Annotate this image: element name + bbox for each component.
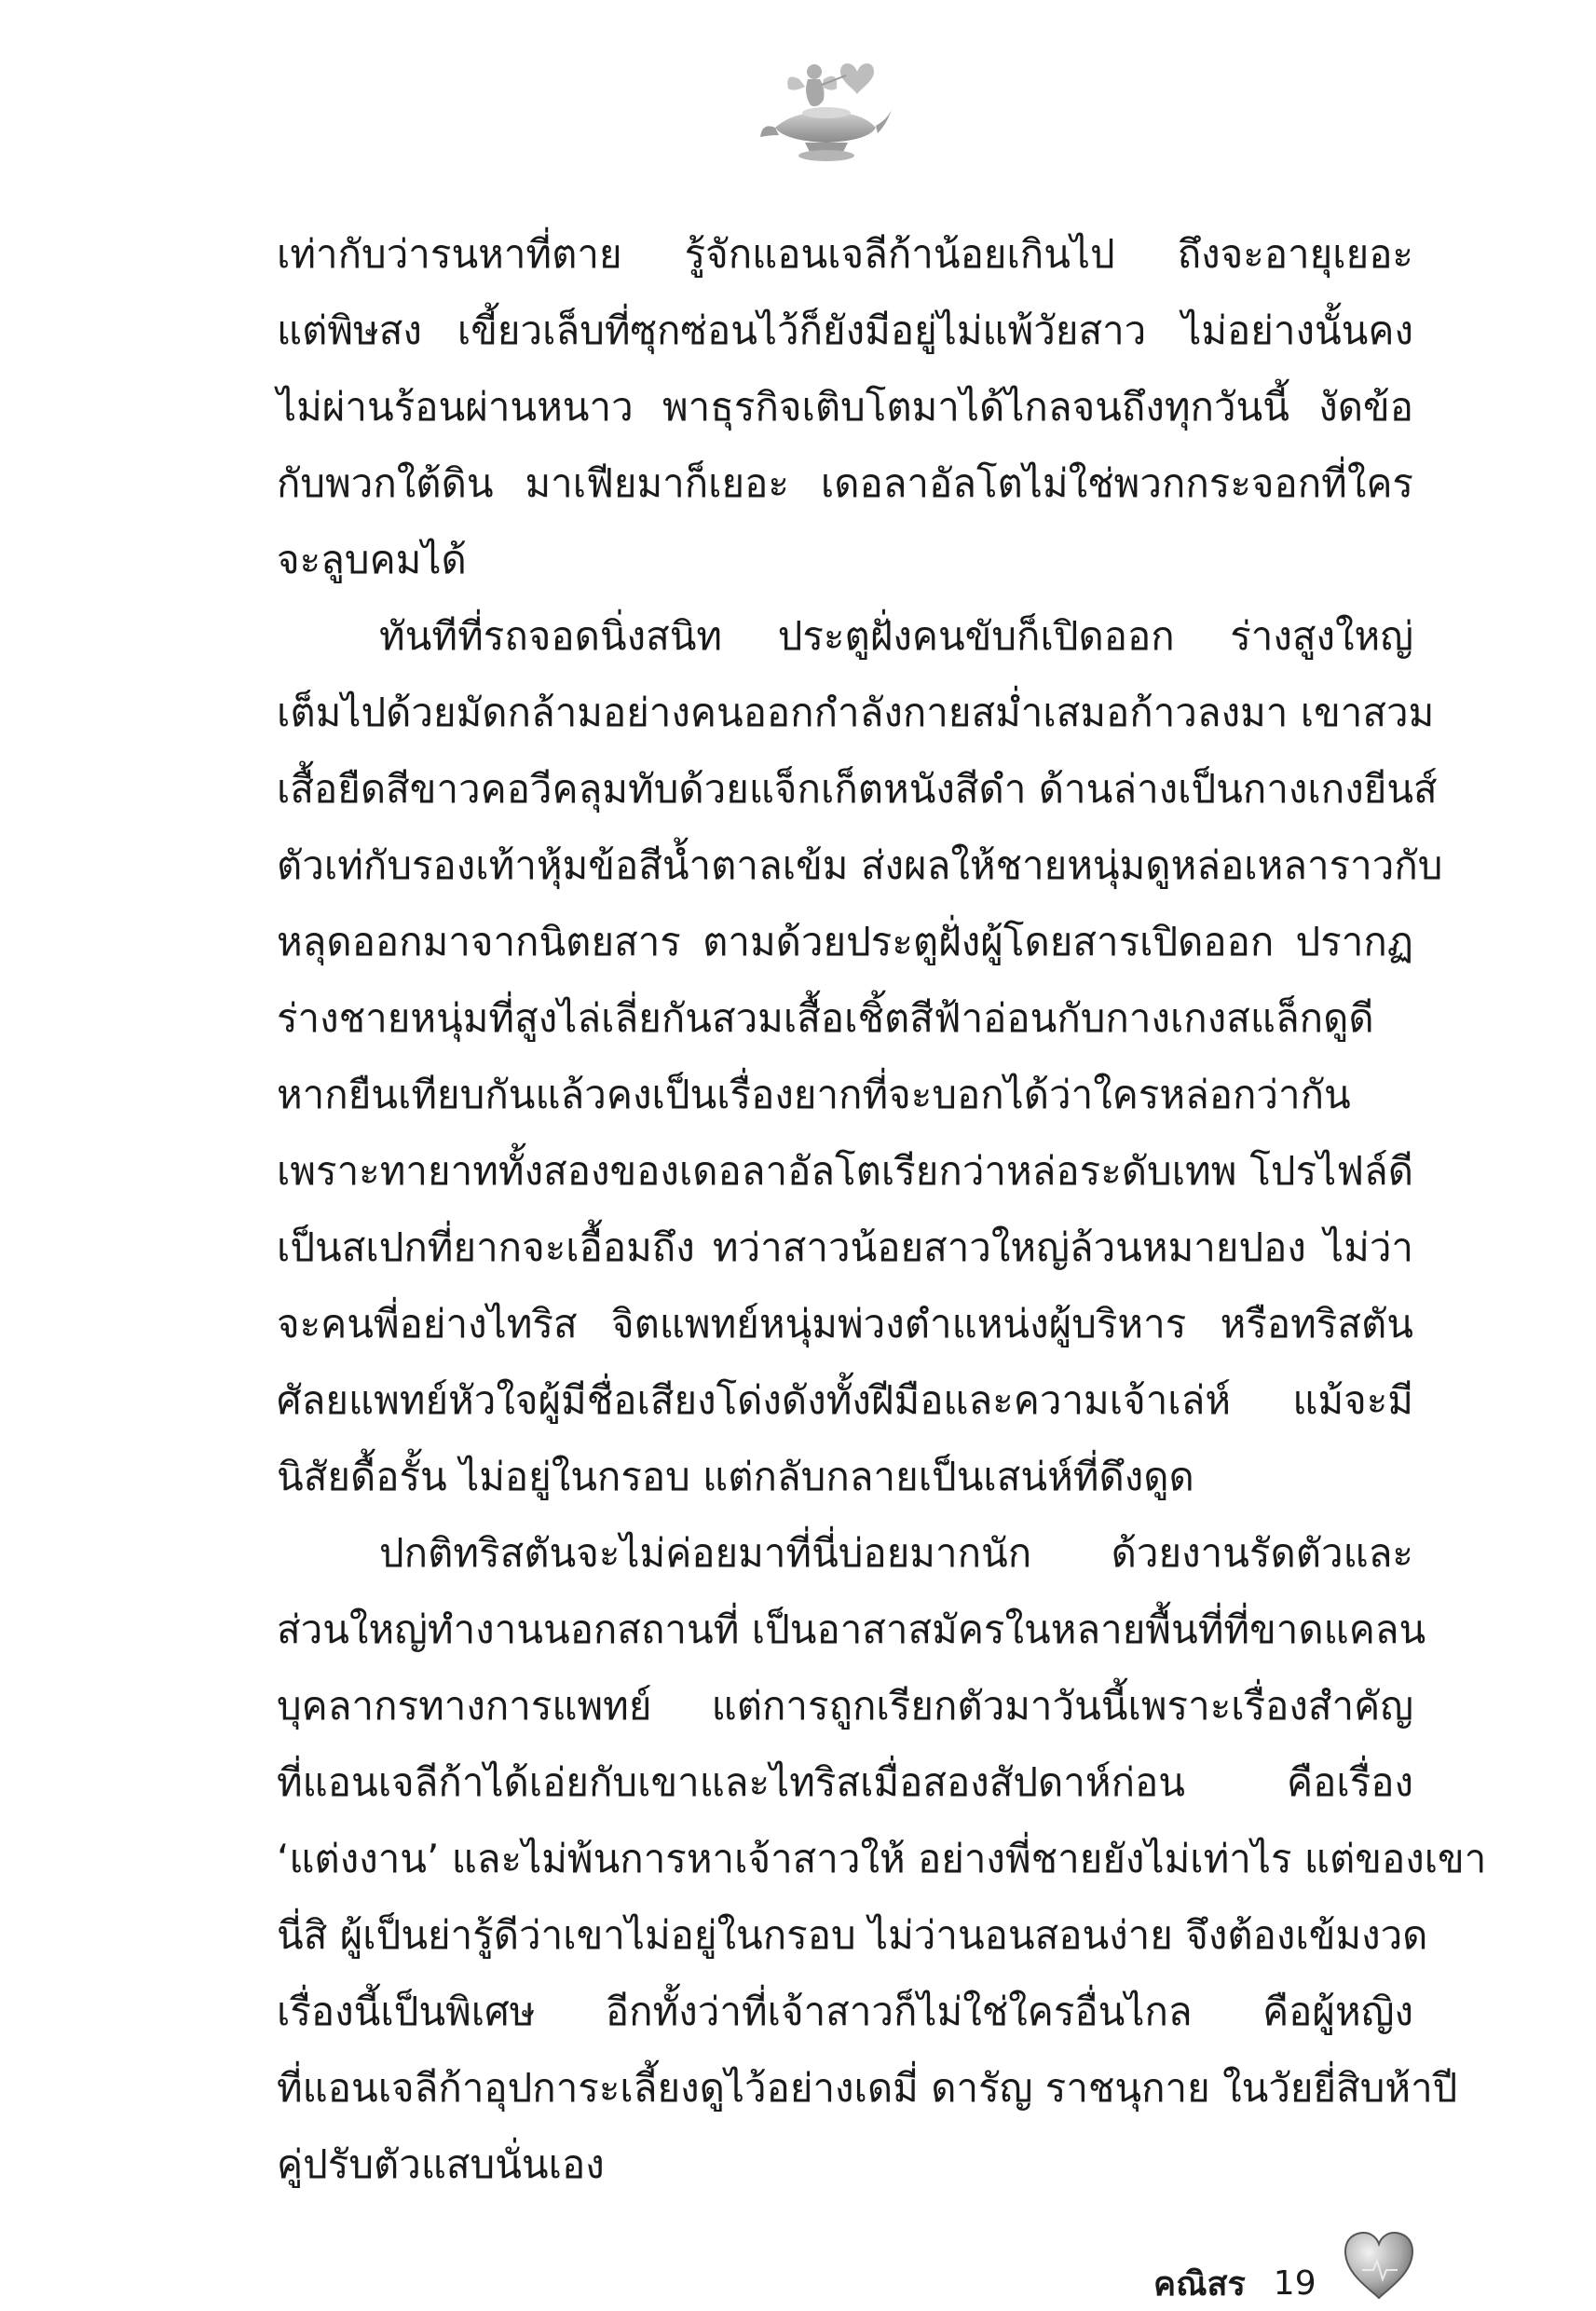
- text-line: จะคนพี่อย่างไทริส จิตแพทย์หนุ่มพ่วงตำแหน่งผู้บริหาร หรือทริสตัน: [277, 1301, 1413, 1347]
- text-line: ไม่ผ่านร้อนผ่านหนาว พาธุรกิจเติบโตมาได้ไกลจนถึงทุกวันนี้ งัดข้อ: [277, 384, 1413, 430]
- text-line: ส่วนใหญ่ทำงานนอกสถานที่ เป็นอาสาสมัครในหลายพื้นที่ที่ขาดแคลน: [277, 1607, 1426, 1652]
- text-line: เพราะทายาททั้งสองของเดอลาอัลโตเรียกว่าหล่อระดับเทพ โปรไฟล์ดี: [277, 1148, 1413, 1194]
- text-line: ‘แต่งงาน’ และไม่พ้นการหาเจ้าสาวให้ อย่างพี่ชายยังไม่เท่าไร แต่ของเขา: [277, 1836, 1487, 1881]
- heart-icon: [1342, 2229, 1416, 2302]
- text-line: กับพวกใต้ดิน มาเฟียมาก็เยอะ เดอลาอัลโตไม่ใช่พวกกระจอกที่ใคร: [277, 460, 1413, 506]
- text-line: เต็มไปด้วยมัดกล้ามอย่างคนออกกำลังกายสม่ำเสมอก้าวลงมา เขาสวม: [277, 690, 1435, 735]
- text-line: เท่ากับว่ารนหาที่ตาย รู้จักแอนเจลีก้าน้อยเกินไป ถึงจะอายุเยอะ: [277, 231, 1413, 277]
- footer-author: คณิสร: [1153, 2264, 1246, 2304]
- page-number: 19: [1273, 2263, 1316, 2303]
- text-line: จะลูบคมได้: [277, 537, 467, 582]
- text-line: ทันทีที่รถจอดนิ่งสนิท ประตูฝั่งคนขับก็เปิดออก ร่างสูงใหญ่: [379, 613, 1413, 659]
- text-line: ที่แอนเจลีก้าได้เอ่ยกับเขาและไทริสเมื่อสองสัปดาห์ก่อน คือเรื่อง: [277, 1759, 1413, 1805]
- text-line: หากยืนเทียบกันแล้วคงเป็นเรื่องยากที่จะบอกได้ว่าใครหล่อกว่ากัน: [277, 1072, 1351, 1117]
- text-line: หลุดออกมาจากนิตยสาร ตามด้วยประตูฝั่งผู้โดยสารเปิดออก ปรากฏ: [277, 919, 1413, 964]
- text-line: เสื้อยืดสีขาวคอวีคลุมทับด้วยแจ็กเก็ตหนังสีดำ ด้านล่างเป็นกางเกงยีนส์: [277, 766, 1438, 812]
- text-line: ศัลยแพทย์หัวใจผู้มีชื่อเสียงโด่งดังทั้งฝีมือและความเจ้าเล่ห์ แม้จะมี: [277, 1377, 1413, 1423]
- text-line: คู่ปรับตัวแสบนั่นเอง: [277, 2141, 605, 2187]
- text-line: แต่พิษสง เขี้ยวเล็บที่ซุกซ่อนไว้ก็ยังมีอยู่ไม่แพ้วัยสาว ไม่อย่างนั้นคง: [277, 308, 1413, 353]
- text-line: ร่างชายหนุ่มที่สูงไล่เลี่ยกันสวมเสื้อเชิ้ตสีฟ้าอ่อนกับกางเกงสแล็กดูดี: [277, 995, 1374, 1041]
- text-line: เป็นสเปกที่ยากจะเอื้อมถึง ทว่าสาวน้อยสาวใหญ่ล้วนหมายปอง ไม่ว่า: [277, 1224, 1413, 1270]
- text-line: ที่แอนเจลีก้าอุปการะเลี้ยงดูไว้อย่างเดมี่ ดารัญ ราชนุกาย ในวัยยี่สิบห้าปี: [277, 2065, 1458, 2111]
- text-line: นี่สิ ผู้เป็นย่ารู้ดีว่าเขาไม่อยู่ในกรอบ ไม่ว่านอนสอนง่าย จึงต้องเข้มงวด: [277, 1912, 1428, 1958]
- text-line: ปกติทริสตันจะไม่ค่อยมาที่นี่บ่อยมากนัก ด้วยงานรัดตัวและ: [379, 1530, 1413, 1576]
- text-line: ตัวเท่กับรองเท้าหุ้มข้อสีน้ำตาลเข้ม ส่งผลให้ชายหนุ่มดูหล่อเหลาราวกับ: [277, 842, 1443, 888]
- cupid-teapot-icon: [757, 51, 896, 168]
- page-footer: [1153, 2255, 1316, 2311]
- body-text: [277, 216, 1487, 2203]
- text-line: บุคลากรทางการแพทย์ แต่การถูกเรียกตัวมาวันนี้เพราะเรื่องสำคัญ: [277, 1683, 1413, 1729]
- text-line: นิสัยดื้อรั้น ไม่อยู่ในกรอบ แต่กลับกลายเป็นเสน่ห์ที่ดึงดูด: [277, 1454, 1194, 1499]
- text-line: เรื่องนี้เป็นพิเศษ อีกทั้งว่าที่เจ้าสาวก็ไม่ใช่ใครอื่นไกล คือผู้หญิง: [277, 1989, 1413, 2034]
